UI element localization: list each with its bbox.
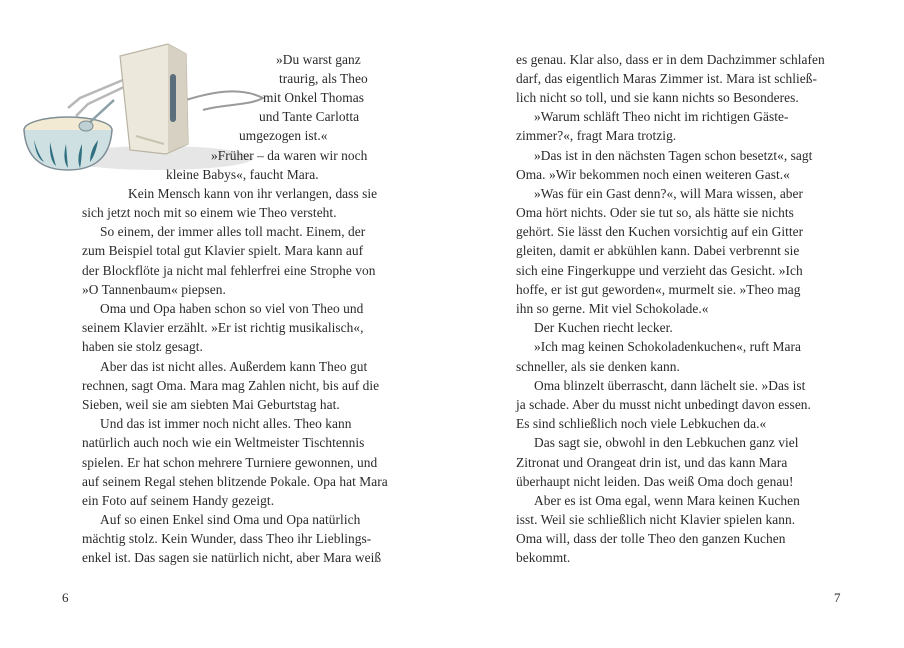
text-line: sich eine Fingerkuppe und verzieht das Gesicht. »Ich — [516, 263, 803, 278]
text-line: gleiten, damit er abkühlen kann. Dabei verbrennt sie — [516, 243, 800, 258]
text-line: »Du warst ganz — [276, 52, 361, 67]
text-line: ja schade. Aber du musst nicht unbedingt davon essen. — [516, 397, 811, 412]
text-line: und Tante Carlotta — [259, 109, 360, 124]
text-line: darf, das eigentlich Maras Zimmer ist. Mara ist schließ- — [516, 71, 818, 86]
text-line: zimmer?«, fragt Mara trotzig. — [516, 128, 677, 143]
text-line: enkel ist. Das sagen sie natürlich nicht, aber Mara weiß — [82, 550, 382, 565]
text-line: bekommt. — [516, 550, 571, 565]
text-line: rechnen, sagt Oma. Mara mag Zahlen nicht, bis auf die — [82, 378, 380, 393]
text-line: »Das ist in den nächsten Tagen schon besetzt«, sagt — [534, 148, 813, 163]
text-line: auf seinem Regal stehen blitzende Pokale. Opa hat Mara — [82, 474, 388, 489]
text-line: natürlich auch noch wie ein Weltmeister Tischtennis — [82, 435, 365, 450]
text-line: Sieben, weil sie am siebten Mai Geburtstag hat. — [82, 397, 340, 412]
text-line: Aber das ist nicht alles. Außerdem kann Theo gut — [100, 359, 368, 374]
text-line: seinem Klavier erzählt. »Er ist richtig musikalisch«, — [82, 320, 364, 335]
text-line: »Ich mag keinen Schokoladenkuchen«, ruft Mara — [534, 339, 801, 354]
page-number: 6 — [62, 590, 69, 605]
text-line: Und das ist immer noch nicht alles. Theo kann — [100, 416, 352, 431]
text-line: So einem, der immer alles toll macht. Einem, der — [100, 224, 366, 239]
text-line: Oma hört nichts. Oder sie tut so, als hätte sie nichts — [516, 205, 794, 220]
text-line: traurig, als Theo — [279, 71, 368, 86]
text-line: Zitronat und Orangeat drin ist, und das kann Mara — [516, 455, 788, 470]
text-line: »O Tannenbaum« piepsen. — [82, 282, 226, 297]
text-line: ihn so gerne. Mit viel Schokolade.« — [516, 301, 709, 316]
text-line: »Was für ein Gast denn?«, will Mara wissen, aber — [534, 186, 804, 201]
text-line: sich jetzt noch mit so einem wie Theo versteht. — [82, 205, 337, 220]
text-line: spielen. Er hat schon mehrere Turniere gewonnen, und — [82, 455, 378, 470]
text-line: mit Onkel Thomas — [263, 90, 364, 105]
text-line: Aber es ist Oma egal, wenn Mara keinen Kuchen — [534, 493, 800, 508]
text-line: Oma und Opa haben schon so viel von Theo und — [100, 301, 364, 316]
text-line: »Früher – da waren wir noch — [211, 148, 368, 163]
text-line: überhaupt nicht leiden. Das weiß Oma doch genau! — [516, 474, 794, 489]
text-line: hoffe, er ist gut geworden«, murmelt sie. »Theo mag — [516, 282, 801, 297]
right-page — [452, 0, 904, 648]
text-line: lich nicht so toll, und sie kann nichts so Besonderes. — [516, 90, 799, 105]
text-line: ein Foto auf seinem Handy gezeigt. — [82, 493, 275, 508]
text-line: zum Beispiel total gut Klavier spielt. Mara kann auf — [82, 243, 364, 258]
text-line: Oma will, dass der tolle Theo den ganzen Kuchen — [516, 531, 786, 546]
text-line: es genau. Klar also, dass er in dem Dachzimmer schlafen — [516, 52, 825, 67]
text-line: gehört. Sie lässt den Kuchen vorsichtig auf ein Gitter — [516, 224, 804, 239]
page-number: 7 — [834, 590, 841, 605]
text-line: der Blockflöte ja nicht mal fehlerfrei eine Strophe von — [82, 263, 376, 278]
text-line: kleine Babys«, faucht Mara. — [166, 167, 319, 182]
text-line: Das sagt sie, obwohl in den Lebkuchen ganz viel — [534, 435, 799, 450]
text-line: Oma blinzelt überrascht, dann lächelt sie. »Das ist — [534, 378, 806, 393]
text-line: »Warum schläft Theo nicht im richtigen Gäste- — [534, 109, 789, 124]
text-line: Es sind schließlich noch viele Lebkuchen da.« — [516, 416, 767, 431]
text-line: Auf so einen Enkel sind Oma und Opa natürlich — [100, 512, 361, 527]
text-line: Der Kuchen riecht lecker. — [534, 320, 673, 335]
text-line: haben sie stolz gesagt. — [82, 339, 203, 354]
text-line: Kein Mensch kann von ihr verlangen, dass sie — [128, 186, 378, 201]
text-line: umgezogen ist.« — [239, 128, 328, 143]
text-line: schneller, als sie denken kann. — [516, 359, 680, 374]
text-line: isst. Weil sie schließlich nicht Klavier spielen kann. — [516, 512, 796, 527]
text-line: Oma. »Wir bekommen noch einen weiteren Gast.« — [516, 167, 790, 182]
text-line: mächtig stolz. Kein Wunder, dass Theo ihr Lieblings- — [82, 531, 372, 546]
